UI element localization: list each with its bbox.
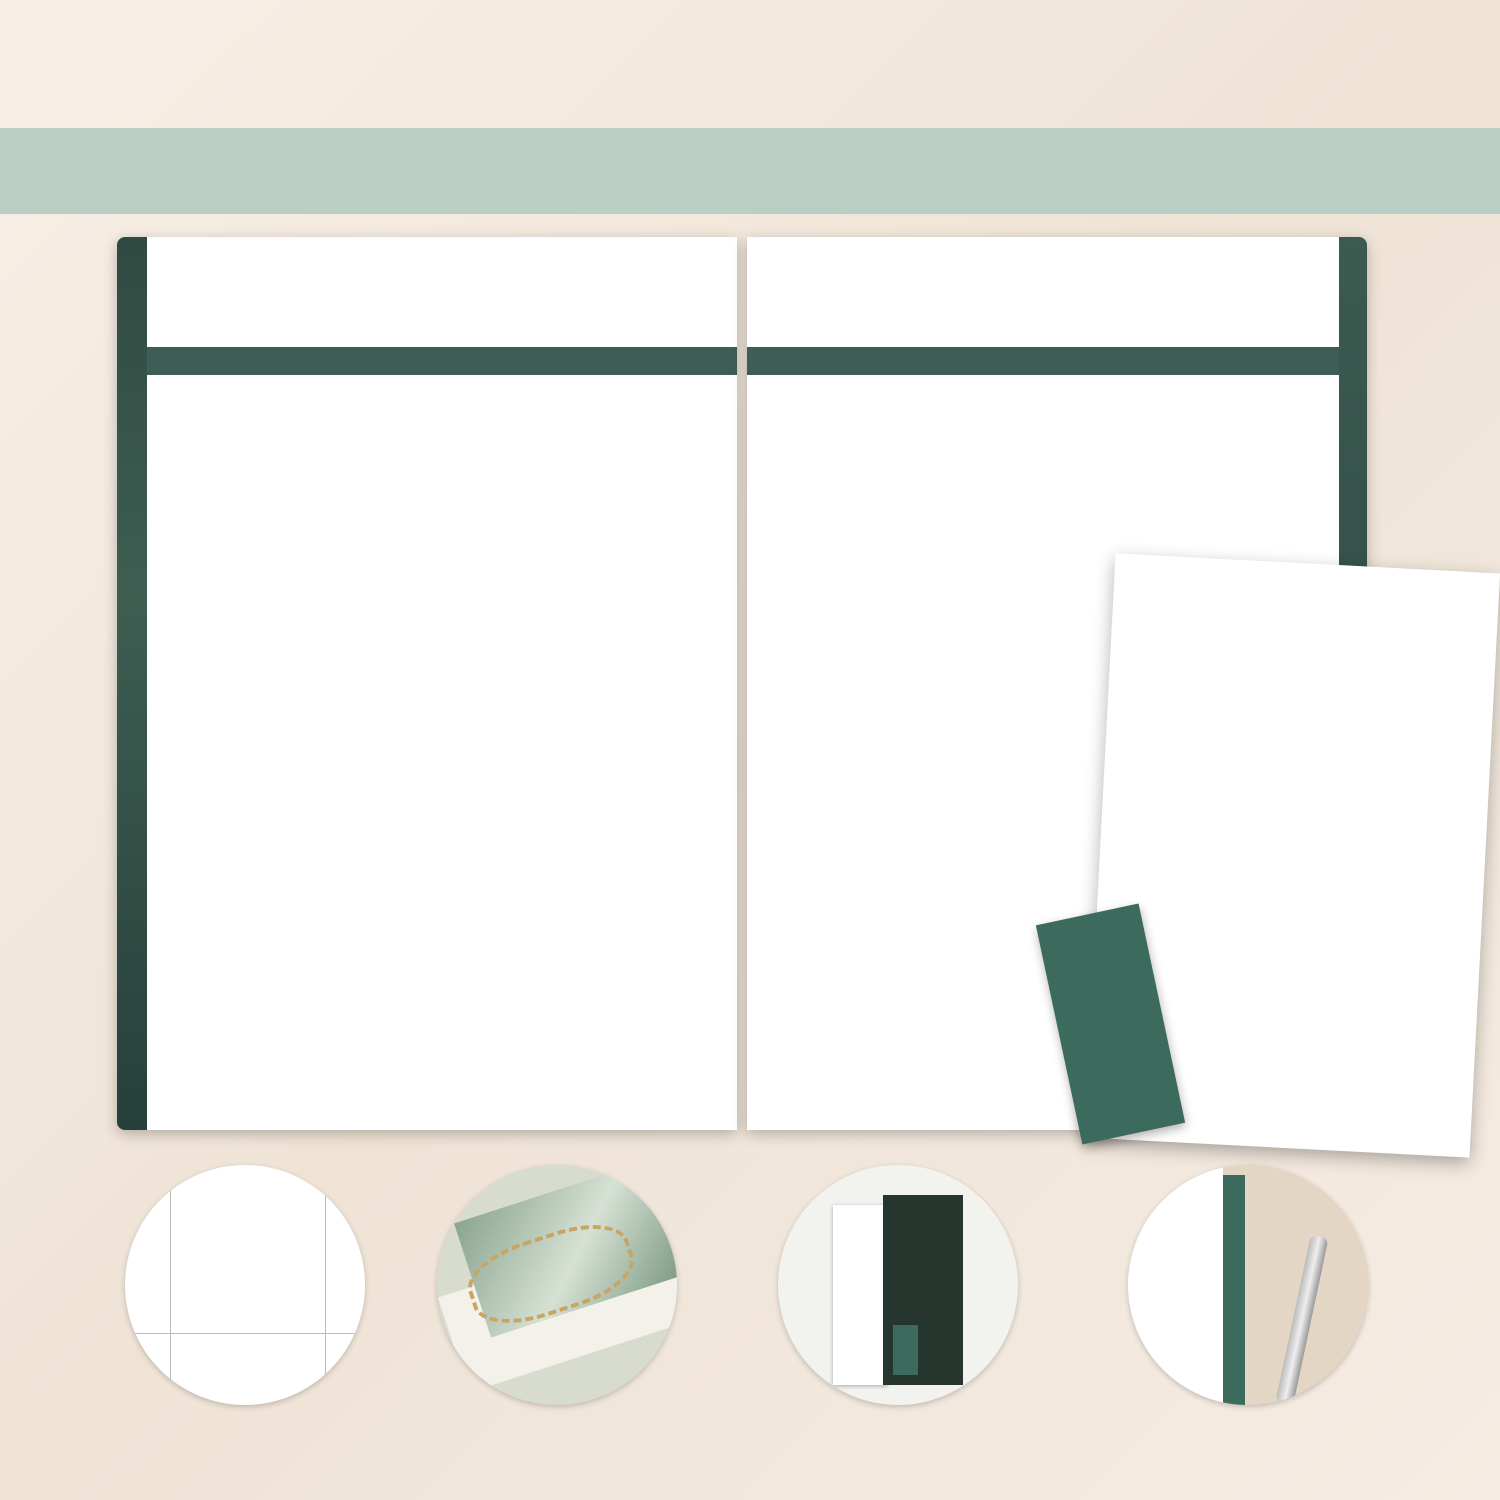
feature-pocket-image <box>778 1165 1018 1405</box>
tab-mar[interactable] <box>1339 455 1367 515</box>
cell-border <box>325 1165 326 1405</box>
bookmark-mini <box>893 1325 918 1375</box>
notes-panel <box>1199 377 1337 577</box>
monthly-tabs-mini <box>1223 1175 1245 1405</box>
sticker-intro <box>1274 584 1484 595</box>
cell-border <box>170 1165 171 1405</box>
cell-border <box>125 1333 365 1334</box>
day-header-left <box>147 347 737 375</box>
day-header-right <box>747 347 1339 375</box>
tab-feb[interactable] <box>1339 387 1367 447</box>
bookmark-text <box>1052 944 1140 963</box>
feature-binding-image <box>437 1165 677 1405</box>
sticker-sheet-mini <box>833 1205 888 1385</box>
feature-holidays-image <box>125 1165 365 1405</box>
left-cover-edge <box>117 237 147 1130</box>
feature-tabs-image <box>1128 1165 1368 1405</box>
subtitle-banner <box>0 128 1500 214</box>
left-page <box>117 237 737 1130</box>
notes-page-mini <box>1128 1165 1223 1405</box>
pen-icon <box>1276 1235 1329 1405</box>
